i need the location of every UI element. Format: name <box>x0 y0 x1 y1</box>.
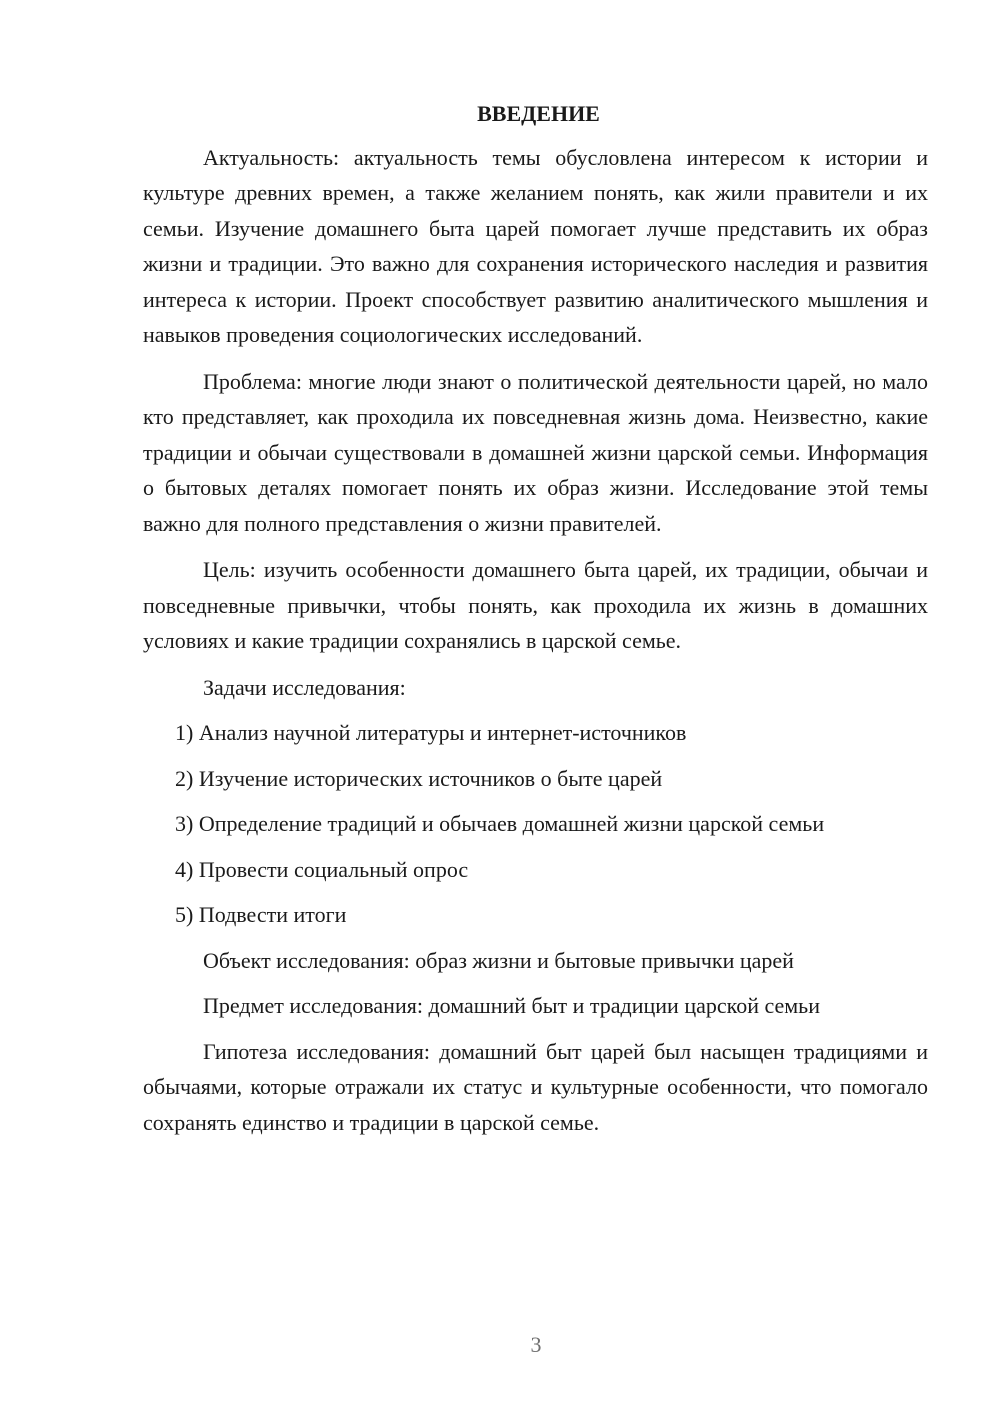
task-item: 4) Провести социальный опрос <box>175 856 469 882</box>
task-item: 1) Анализ научной литературы и интернет-источников <box>175 720 687 745</box>
hypothesis-paragraph: Гипотеза исследования: домашний быт царей был насыщен традициями и обычаями, которые отражали их статус и культурные особенности, что помогало сохранять единство и традиции в царской семье. <box>143 1038 928 1135</box>
research-subject: Предмет исследования: домашний быт и традиции царской семьи <box>203 993 820 1018</box>
goal-paragraph: Цель: изучить особенности домашнего быта царей, их традиции, обычаи и повседневные привычки, чтобы понять, как проходила их жизнь в домашних условиях и какие традиции сохранялись в царской семье. <box>143 557 928 653</box>
tasks-list <box>143 715 928 933</box>
section-title: ВВЕДЕНИЕ <box>477 101 600 126</box>
research-object: Объект исследования: образ жизни и бытовые привычки царей <box>203 947 794 973</box>
tasks-label: Задачи исследования: <box>203 674 406 700</box>
task-item: 3) Определение традиций и обычаев домашней жизни царской семьи <box>175 811 825 836</box>
page-number: 3 <box>530 1332 542 1357</box>
document-body <box>143 96 928 1140</box>
task-item: 2) Изучение исторических источников о быте царей <box>175 765 663 791</box>
problem-paragraph: Проблема: многие люди знают о политической деятельности царей, но мало кто представляет, как проходила их повседневная жизнь дома. Неизвестно, какие традиции и обычаи существовали в домашней жизни царской семьи. Информация о бытовых деталях помогает понять их образ жизни. Исследование этой темы важно для полного представления о жизни правителей. <box>143 368 928 536</box>
task-item: 5) Подвести итоги <box>175 902 347 927</box>
relevance-paragraph: Актуальность: актуальность темы обусловлена интересом к истории и культуре древних времен, а также желанием понять, как жили правители и их семьи. Изучение домашнего быта царей помогает лучше представить их образ жизни и традиции. Это важно для сохранения исторического наследия и развития интереса к истории. Проект способствует развитию аналитического мышления и навыков проведения социологических исследований. <box>143 144 928 347</box>
